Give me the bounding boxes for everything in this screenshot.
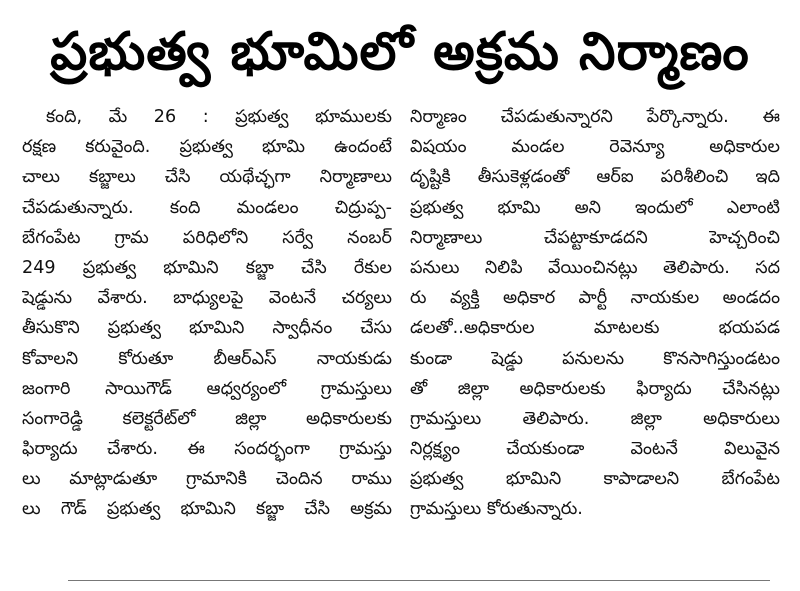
text-line: నిర్మాణం చేపడుతున్నారని పేర్కొన్నారు. ఈ	[410, 107, 780, 127]
text-line: సంగారెడ్డి కలెక్టరేట్‌లో జిల్లా అధికారులకు	[22, 408, 392, 429]
text-line: డలతో..అధికారుల మాటలకు భయపడ	[410, 318, 780, 339]
text-line: ప్రభుత్వ భూమి అని ఇందులో ఎలాంటి	[410, 197, 780, 218]
text-line: నిర్మాణాలు చేపట్టాకూడదని హెచ్చరించి	[410, 227, 780, 248]
text-line: లు మాట్లాడుతూ గ్రామానికి చెందిన రాము	[22, 469, 392, 490]
text-line: ఫిర్యాదు చేశారు. ఈ సందర్భంగా గ్రామస్తు	[22, 439, 392, 460]
text-line: ప్రభుత్వ భూమిని కాపాడాలని బేగంపేట	[410, 469, 780, 490]
text-line: రక్షణ కరువైంది. ప్రభుత్వ భూమి ఉందంటే	[22, 137, 392, 158]
text-line: విషయం మండల రెవెన్యూ అధికారుల	[410, 137, 780, 158]
right-column	[410, 102, 780, 572]
text-line: లు గౌడ్ ప్రభుత్వ భూమిని కబ్జా చేసి అక్రమ	[22, 499, 392, 520]
text-line: చాలు కబ్జాలు చేసి యథేచ్ఛగా నిర్మాణాలు	[22, 167, 392, 188]
text-line: తీసుకొని ప్రభుత్వ భూమిని స్వాధీనం చేసు	[22, 318, 392, 339]
headline: ప్రభుత్వ భూమిలో అక్రమ నిర్మాణం	[50, 22, 750, 82]
text-line: కంది, మే 26 : ప్రభుత్వ భూములకు	[46, 107, 392, 127]
text-line: కోవాలని కోరుతూ బీఆర్ఎస్ నాయకుడు	[22, 348, 392, 369]
text-line: కుండా షెడ్డు పనులను కొనసాగిస్తుండటం	[410, 348, 780, 369]
text-line: గ్రామస్తులు కోరుతున్నారు.	[410, 499, 583, 520]
text-line: షెడ్డును వేశారు. బాధ్యులపై వెంటనే చర్యలు	[22, 288, 392, 309]
text-line: తో జిల్లా అధికారులకు ఫిర్యాదు చేసినట్లు	[410, 378, 780, 399]
text-line: పనులు నిలిపి వేయించినట్లు తెలిపారు. సద	[410, 257, 780, 278]
text-line: దృష్టికి తీసుకెళ్లడంతో ఆర్ఐ పరిశీలించి ఇది	[410, 167, 780, 188]
text-line: బేగంపేట గ్రామ పరిధిలోని సర్వే నంబర్	[22, 227, 392, 248]
text-line: రు వ్యక్తి అధికార పార్టీ నాయకుల అండదం	[410, 288, 780, 309]
text-line: నిర్లక్ష్యం చేయకుండా వెంటనే విలువైన	[410, 439, 780, 460]
text-line: జంగారి సాయిగౌడ్ ఆధ్వర్యంలో గ్రామస్తులు	[22, 378, 392, 399]
article-body	[22, 102, 780, 572]
left-column	[22, 102, 392, 572]
text-line: చేపడుతున్నారు. కంది మండలం చిద్రుప్ప-	[22, 197, 392, 218]
text-line: 249 ప్రభుత్వ భూమిని కబ్జా చేసి రేకుల	[22, 257, 392, 278]
text-line: గ్రామస్తులు తెలిపారు. జిల్లా అధికారులు	[410, 408, 780, 429]
bottom-divider	[68, 580, 770, 581]
